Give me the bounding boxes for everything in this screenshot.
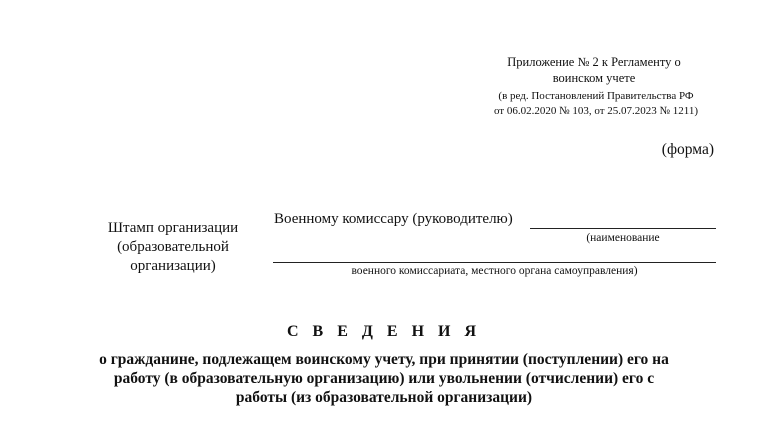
addressee-name-field-line-2 <box>273 262 716 263</box>
organization-stamp-area <box>92 219 254 276</box>
appendix-line-2: воинском учете <box>552 71 636 85</box>
subtitle-line-2: работу (в образовательную организацию) или увольнении (отчислении) его с <box>113 370 655 387</box>
edition-line-2: от 06.02.2020 № 103, от 25.07.2023 № 1211) <box>493 104 699 117</box>
addressee-caption-2: военного комиссариата, местного органа самоуправления) <box>351 265 638 277</box>
stamp-line-3: организации) <box>130 258 216 274</box>
document-subtitle <box>70 350 698 407</box>
form-label: (форма) <box>661 141 714 158</box>
stamp-line-2: (образовательной <box>117 239 229 255</box>
subtitle-line-1: о гражданине, подлежащем воинскому учету, при принятии (поступлении) его на <box>99 351 669 368</box>
edition-line-1: (в ред. Постановлений Правительства РФ <box>498 90 694 102</box>
appendix-reference <box>470 54 718 86</box>
addressee-caption-1: (наименование <box>586 232 660 244</box>
document-title: С В Е Д Е Н И Я <box>286 323 482 340</box>
addressee-name-field-line-1 <box>530 228 716 229</box>
appendix-line-1: Приложение № 2 к Регламенту о <box>507 55 681 69</box>
edition-note <box>470 89 722 118</box>
stamp-line-1: Штамп организации <box>107 220 239 236</box>
subtitle-line-3: работы (из образовательной организации) <box>235 389 533 406</box>
addressee-label: Военному комиссару (руководителю) <box>274 211 513 227</box>
